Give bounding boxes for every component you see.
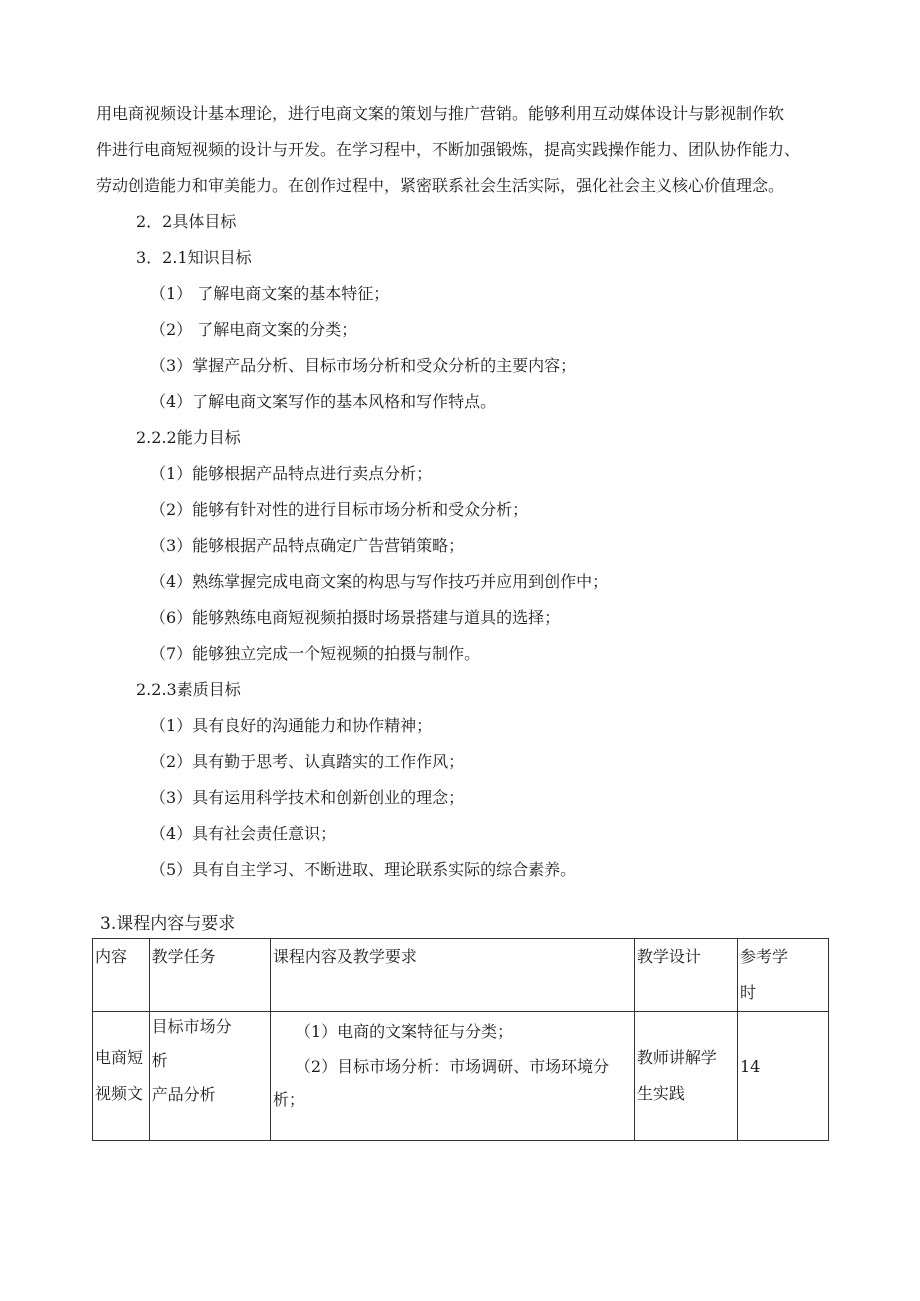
ability-goal-heading: 2.2.2能力目标 (136, 428, 241, 447)
table-row (93, 1012, 829, 1141)
quality-goal-heading: 2.2.3素质目标 (136, 680, 241, 699)
paragraph-line: 用电商视频设计基本理论，进行电商文案的策划与推广营销。能够利用互动媒体设计与影视制作软 (96, 104, 785, 123)
quality-item: （5）具有自主学习、不断进取、理论联系实际的综合素养。 (150, 860, 577, 879)
paragraph-line: 件进行电商短视频的设计与开发。在学习程中，不断加强锻炼，提高实践操作能力、团队协作能力、 (96, 140, 801, 159)
ability-item: （4）熟练掌握完成电商文案的构思与写作技巧并应用到创作中； (150, 572, 609, 591)
cell-task-line: 产品分析 (151, 1085, 216, 1104)
cell-task-line: 析 (151, 1051, 168, 1070)
knowledge-item: （1） 了解电商文案的基本特征； (150, 284, 390, 303)
table-header-row (93, 939, 829, 1012)
knowledge-goal-heading: 3．2.1知识目标 (136, 248, 252, 267)
cell-design-line: 生实践 (636, 1084, 685, 1103)
cell-task-line: 目标市场分 (151, 1017, 232, 1036)
quality-item: （1）具有良好的沟通能力和协作精神； (150, 716, 433, 735)
specific-goal-heading: 2．2具体目标 (136, 212, 237, 231)
cell-content-line: 电商短 (95, 1048, 144, 1067)
cell-teaching-task (149, 1012, 270, 1141)
cell-hours: 14 (737, 1012, 828, 1141)
header-hours (737, 939, 828, 1012)
knowledge-item: （4）了解电商文案写作的基本风格和写作特点。 (150, 392, 497, 411)
knowledge-item: （2） 了解电商文案的分类； (150, 320, 358, 339)
header-hours-line: 参考学 (739, 947, 788, 966)
ability-item: （7）能够独立完成一个短视频的拍摄与制作。 (150, 644, 481, 663)
paragraph-line: 劳动创造能力和审美能力。在创作过程中，紧密联系社会生活实际，强化社会主义核心价值理念。 (96, 176, 785, 195)
header-teaching-design: 教学设计 (634, 939, 737, 1012)
ability-item: （3）能够根据产品特点确定广告营销策略； (150, 536, 465, 555)
cell-content-line: 视频文 (95, 1084, 144, 1103)
quality-item: （3）具有运用科学技术和创新创业的理念； (150, 788, 465, 807)
cell-requirements (270, 1012, 634, 1141)
section-title: 3.课程内容与要求 (100, 914, 236, 934)
cell-teaching-design (634, 1012, 737, 1141)
cell-design-line: 教师讲解学 (636, 1048, 717, 1067)
ability-item: （1）能够根据产品特点进行卖点分析； (150, 464, 433, 483)
cell-content (93, 1012, 150, 1141)
header-content: 内容 (93, 939, 150, 1012)
requirement-line: （1）电商的文案特征与分类； (294, 1022, 514, 1041)
requirement-line: （2）目标市场分析：市场调研、市场环境分 (294, 1057, 610, 1076)
quality-item: （4）具有社会责任意识； (150, 824, 337, 843)
quality-item: （2）具有勤于思考、认真踏实的工作作风； (150, 752, 465, 771)
header-requirements: 课程内容及教学要求 (270, 939, 634, 1012)
requirement-line: 析； (272, 1090, 305, 1109)
header-teaching-task: 教学任务 (149, 939, 270, 1012)
header-hours-line: 时 (739, 983, 756, 1002)
ability-item: （6）能够熟练电商短视频拍摄时场景搭建与道具的选择； (150, 608, 561, 627)
ability-item: （2）能够有针对性的进行目标市场分析和受众分析； (150, 500, 529, 519)
course-content-table (92, 938, 829, 1141)
knowledge-item: （3）掌握产品分析、目标市场分析和受众分析的主要内容； (150, 356, 577, 375)
